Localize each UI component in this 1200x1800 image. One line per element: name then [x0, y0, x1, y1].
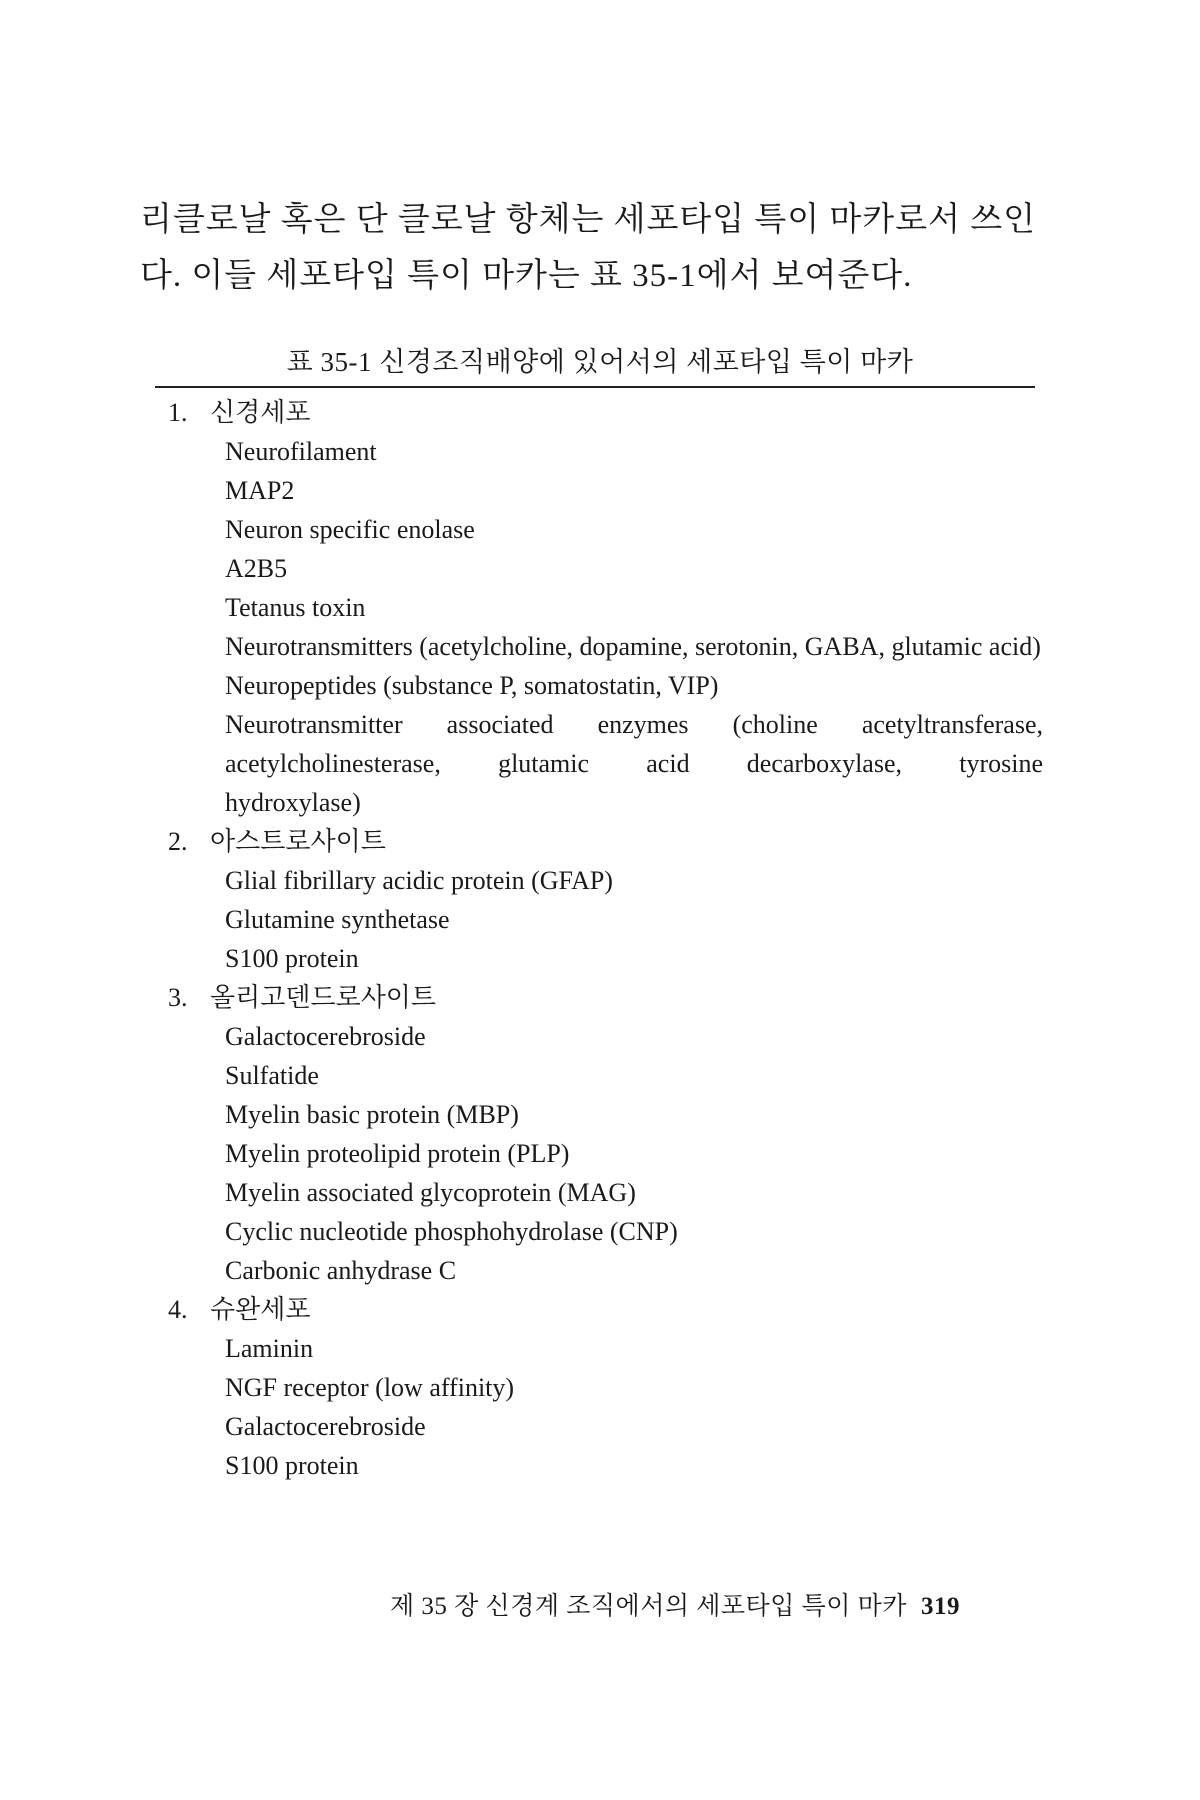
marker-item: Neurotransmitters (acetylcholine, dopamine, serotonin, GABA, glutamic acid) — [225, 632, 1041, 661]
section-oligodendrocytes — [168, 978, 1048, 1290]
marker-item-line: acetylcholinesterase, glutamic acid decarboxylase, tyrosine — [225, 749, 1043, 778]
page-footer — [390, 1586, 960, 1622]
marker-item: Glutamine synthetase — [225, 905, 450, 934]
section-title: 아스트로사이트 — [210, 827, 386, 856]
table-caption: 표 35-1 신경조직배양에 있어서의 세포타입 특이 마카 — [286, 347, 914, 377]
marker-table — [168, 393, 1048, 1485]
marker-item: Tetanus toxin — [225, 593, 366, 622]
marker-item: Galactocerebroside — [225, 1022, 426, 1051]
section-heading — [168, 822, 1048, 861]
section-heading — [168, 393, 1048, 432]
intro-line: 다. 이들 세포타입 특이 마카는 표 35-1에서 보여준다. — [140, 258, 913, 294]
section-heading — [168, 978, 1048, 1017]
marker-item: NGF receptor (low affinity) — [225, 1373, 515, 1402]
marker-items — [168, 432, 1048, 822]
section-number: 2. — [168, 827, 188, 856]
marker-item-line: Neurotransmitter associated enzymes (choline acetyltransferase, — [225, 710, 1043, 739]
marker-item: Carbonic anhydrase C — [225, 1256, 457, 1285]
marker-item: S100 protein — [225, 944, 359, 973]
section-neurons — [168, 393, 1048, 822]
intro-paragraph — [140, 192, 1036, 304]
marker-items — [168, 1329, 1048, 1485]
section-number: 4. — [168, 1295, 188, 1324]
page-number: 319 — [920, 1593, 960, 1620]
section-number: 1. — [168, 398, 188, 427]
marker-item: Myelin proteolipid protein (PLP) — [225, 1139, 570, 1168]
marker-item: A2B5 — [225, 554, 288, 583]
running-title: 제 35 장 신경계 조직에서의 세포타입 특이 마카 — [390, 1593, 907, 1620]
table-rule — [155, 386, 1035, 388]
marker-item: Sulfatide — [225, 1061, 319, 1090]
marker-item: Cyclic nucleotide phosphohydrolase (CNP) — [225, 1217, 678, 1246]
marker-items — [168, 861, 1048, 978]
marker-item: MAP2 — [225, 476, 295, 505]
section-number: 3. — [168, 983, 188, 1012]
marker-item: Neuropeptides (substance P, somatostatin, VIP) — [225, 671, 719, 700]
section-schwann-cells — [168, 1290, 1048, 1485]
section-title: 올리고덴드로사이트 — [210, 983, 437, 1012]
section-heading — [168, 1290, 1048, 1329]
marker-item: S100 protein — [225, 1451, 359, 1480]
marker-item: Glial fibrillary acidic protein (GFAP) — [225, 866, 613, 895]
marker-item-multiline — [168, 705, 1043, 822]
section-title: 슈완세포 — [210, 1295, 311, 1324]
section-astrocytes — [168, 822, 1048, 978]
marker-item-line: hydroxylase) — [225, 788, 361, 817]
marker-item: Galactocerebroside — [225, 1412, 426, 1441]
marker-items — [168, 1017, 1048, 1290]
marker-item: Myelin basic protein (MBP) — [225, 1100, 519, 1129]
marker-item: Myelin associated glycoprotein (MAG) — [225, 1178, 636, 1207]
intro-line: 리클로날 혹은 단 클로날 항체는 세포타입 특이 마카로서 쓰인 — [140, 202, 1036, 238]
marker-item: Laminin — [225, 1334, 314, 1363]
marker-item: Neuron specific enolase — [225, 515, 475, 544]
section-title: 신경세포 — [210, 398, 311, 427]
marker-item: Neurofilament — [225, 437, 377, 466]
